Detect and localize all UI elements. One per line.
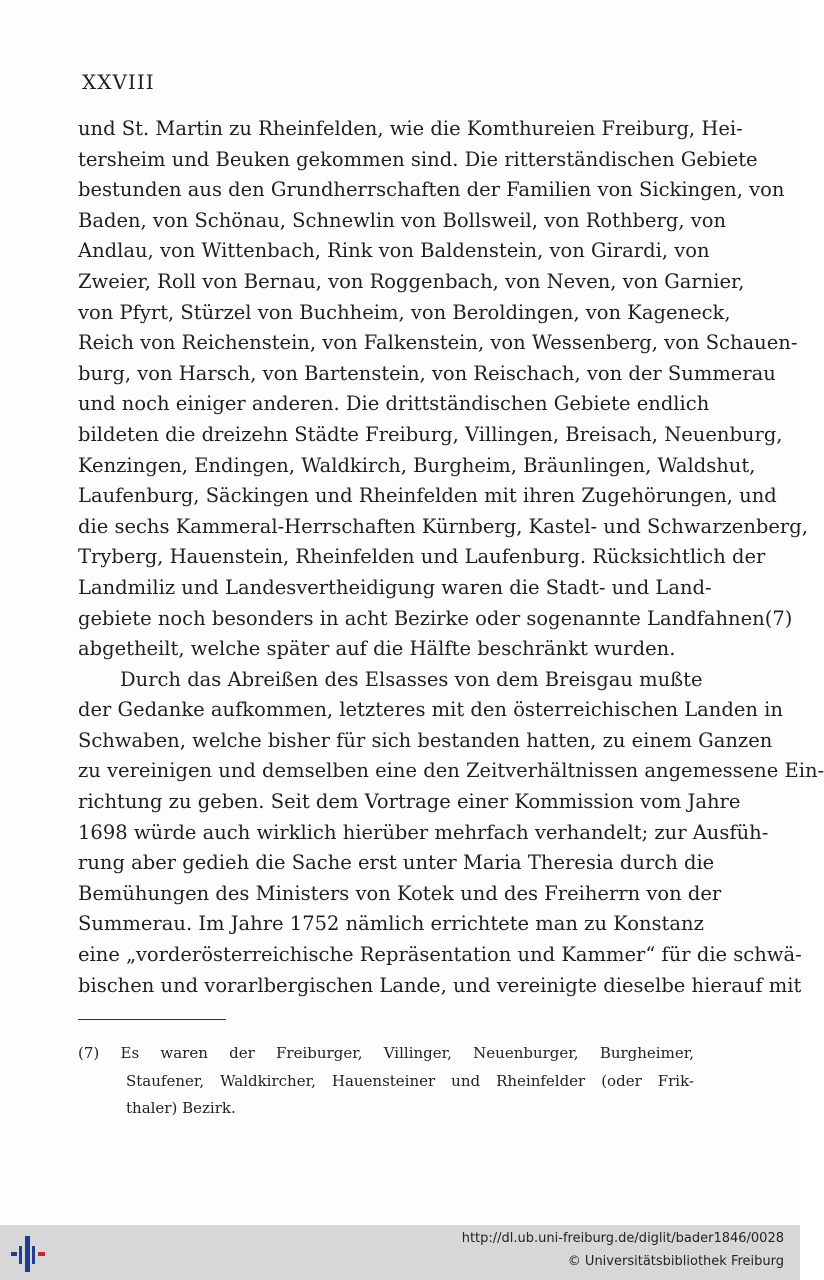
text-line: Laufenburg, Säckingen und Rheinfelden mit ihren Zugehörungen, und: [78, 484, 777, 508]
text-line: bildeten die dreizehn Städte Freiburg, Villingen, Breisach, Neuenburg,: [78, 422, 783, 446]
footnote-separator: [78, 1019, 226, 1020]
text-line: von Pfyrt, Stürzel von Buchheim, von Beroldingen, von Kageneck,: [78, 300, 731, 324]
text-line: gebiete noch besonders in acht Bezirke oder sogenannte Landfahnen(7): [78, 606, 793, 630]
text-line: Zweier, Roll von Bernau, von Roggenbach, von Neven, von Garnier,: [78, 269, 745, 293]
text-line: tersheim und Beuken gekommen sind. Die ritterständischen Gebiete: [78, 147, 758, 171]
text-line: bestunden aus den Grundherrschaften der Familien von Sickingen, von: [78, 178, 785, 202]
text-line: Kenzingen, Endingen, Waldkirch, Burgheim, Bräunlingen, Waldshut,: [78, 453, 756, 477]
text-line: burg, von Harsch, von Bartenstein, von Reischach, von der Summerau: [78, 361, 776, 385]
library-logo-icon: [8, 1234, 48, 1274]
text-line: und noch einiger anderen. Die drittständischen Gebiete endlich: [78, 392, 710, 416]
text-line: Andlau, von Wittenbach, Rink von Baldenstein, von Girardi, von: [78, 239, 710, 263]
text-line: Summerau. Im Jahre 1752 nämlich errichtete man zu Konstanz: [78, 912, 704, 936]
text-line: zu vereinigen und demselben eine den Zeitverhältnissen angemessene Ein-: [78, 759, 824, 783]
text-line: rung aber gedieh die Sache erst unter Maria Theresia durch die: [78, 851, 715, 875]
page-number: XXVIII: [82, 70, 155, 94]
text-line: richtung zu geben. Seit dem Vortrage einer Kommission vom Jahre: [78, 790, 741, 814]
footer-copyright: © Universitätsbibliothek Freiburg: [567, 1254, 784, 1269]
footnote-line: (7) Es waren der Freiburger, Villinger, Neuenburger, Burgheimer,: [78, 1044, 694, 1062]
text-line: Durch das Abreißen des Elsasses von dem Breisgau mußte: [120, 667, 703, 691]
text-line: Tryberg, Hauenstein, Rheinfelden und Laufenburg. Rücksichtlich der: [78, 545, 766, 569]
footer-url-link[interactable]: http://dl.ub.uni-freiburg.de/diglit/bader1846/0028: [461, 1231, 784, 1246]
text-line: Landmiliz und Landesvertheidigung waren die Stadt- und Land-: [78, 575, 712, 599]
paragraph-2: [78, 665, 824, 1002]
footnote-line: Staufener, Waldkircher, Hauensteiner und Rheinfelder (oder Frik-: [126, 1071, 694, 1090]
text-line: abgetheilt, welche später auf die Hälfte beschränkt wurden.: [78, 637, 676, 661]
body-text: [78, 114, 824, 1001]
text-line: Reich von Reichenstein, von Falkenstein, von Wessenberg, von Schauen-: [78, 331, 798, 355]
text-line: Baden, von Schönau, Schnewlin von Bollsweil, von Rothberg, von: [78, 208, 727, 232]
text-line: eine „vorderösterreichische Repräsentation und Kammer“ für die schwä-: [78, 943, 802, 967]
paragraph-1: [78, 114, 808, 665]
text-line: und St. Martin zu Rheinfelden, wie die Komthureien Freiburg, Hei-: [78, 117, 743, 140]
footer-bar: [0, 1225, 800, 1280]
footnote-line: thaler) Bezirk.: [126, 1099, 236, 1117]
footnote: [78, 1040, 694, 1123]
text-line: 1698 würde auch wirklich hierüber mehrfach verhandelt; zur Ausfüh-: [78, 820, 769, 844]
text-line: bischen und vorarlbergischen Lande, und vereinigte dieselbe hierauf mit: [78, 973, 802, 997]
text-line: Bemühungen des Ministers von Kotek und des Freiherrn von der: [78, 881, 722, 905]
text-line: die sechs Kammeral-Herrschaften Kürnberg, Kastel- und Schwarzenberg,: [78, 514, 808, 538]
text-line: der Gedanke aufkommen, letzteres mit den österreichischen Landen in: [78, 698, 783, 722]
text-line: Schwaben, welche bisher für sich bestanden hatten, zu einem Ganzen: [78, 728, 773, 752]
